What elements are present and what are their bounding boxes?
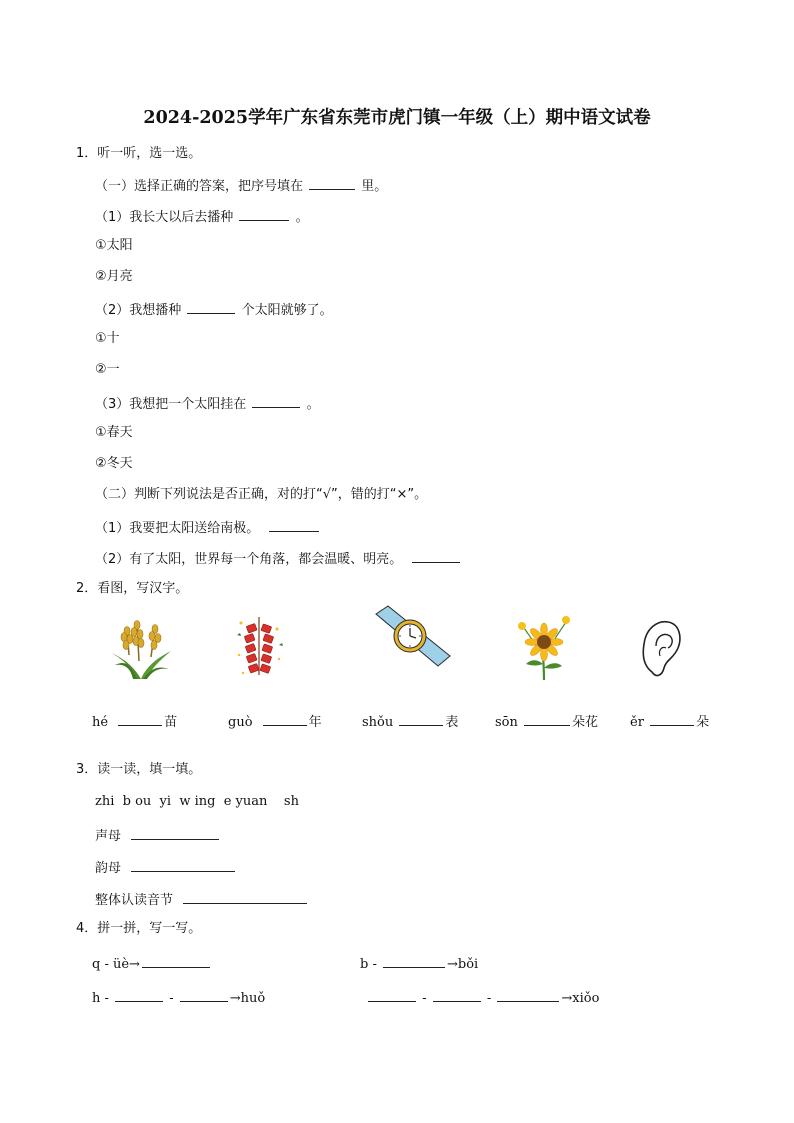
rice-plant-icon xyxy=(107,615,175,681)
firecrackers-icon xyxy=(233,615,285,681)
q4-row1-right-suffix: →bǒi xyxy=(447,957,479,972)
q4-row1-right-prefix: b - xyxy=(360,957,377,972)
q2-item-5-suffix: 朵 xyxy=(696,715,710,730)
q1-s3-option-2: ②冬天 xyxy=(95,456,133,471)
q4-row2-left-suffix: →huǒ xyxy=(229,991,266,1006)
q1-s2-option-1: ①十 xyxy=(95,331,120,346)
q2-item-2 xyxy=(228,711,322,732)
q1-s2-blank[interactable] xyxy=(187,299,235,314)
q2-item-4-blank[interactable] xyxy=(524,711,570,726)
q4-row2-right-suffix: →xiǒo xyxy=(561,991,600,1006)
q3-line-3-label: 整体认读音节 xyxy=(95,893,174,908)
q3-line-3 xyxy=(95,889,309,910)
q2-item-1-suffix: 苗 xyxy=(164,715,178,730)
q4-row2-left-prefix: h - xyxy=(92,991,109,1006)
q1-s2-line xyxy=(95,299,333,320)
q1-s3-end: 。 xyxy=(306,397,320,412)
q2-item-5-pinyin: ěr xyxy=(630,715,644,730)
q3-line-2-blank[interactable] xyxy=(131,857,235,872)
q1-s1-line xyxy=(95,206,309,227)
q2-item-5 xyxy=(630,711,709,732)
q1-s1-blank[interactable] xyxy=(239,206,289,221)
page-title: 2024-2025学年广东省东莞市虎门镇一年级（上）期中语文试卷 xyxy=(143,108,651,128)
q3-line-2 xyxy=(95,857,237,878)
q1-s3-blank[interactable] xyxy=(252,393,300,408)
q3-heading: 3．读一读，填一填。 xyxy=(76,762,202,777)
q2-item-3-suffix: 表 xyxy=(445,715,459,730)
q4-heading: 4．拼一拼，写一写。 xyxy=(76,921,202,936)
q4-row2-right xyxy=(366,987,599,1008)
q4-row2-left xyxy=(92,987,265,1008)
q2-item-3 xyxy=(362,711,458,732)
q1-s3-option-1: ①春天 xyxy=(95,425,133,440)
q3-line-1-label: 声母 xyxy=(95,829,122,844)
q1-heading: 1．听一听，选一选。 xyxy=(76,146,202,161)
q3-line-1-blank[interactable] xyxy=(131,825,219,840)
q1-s1-end: 。 xyxy=(295,210,309,225)
q4-row2-left-dash: - xyxy=(169,991,174,1006)
q1-j2-line xyxy=(95,548,462,569)
q1-s1-option-1: ①太阳 xyxy=(95,238,133,253)
q1-s2-end: 个太阳就够了。 xyxy=(241,303,333,318)
q1-s3-text: （3）我想把一个太阳挂在 xyxy=(95,397,247,412)
q4-row2-left-blank-2[interactable] xyxy=(180,987,228,1002)
q1-part1-line xyxy=(95,175,387,196)
q2-item-4 xyxy=(495,711,598,732)
q1-part1-text: （一）选择正确的答案，把序号填在 xyxy=(95,179,304,194)
q1-s2-text: （2）我想播种 xyxy=(95,303,182,318)
q2-item-1 xyxy=(92,711,177,732)
q2-item-1-pinyin: hé xyxy=(92,715,109,730)
q1-s2-option-2: ②一 xyxy=(95,362,120,377)
q1-part1-blank[interactable] xyxy=(309,175,355,190)
sunflower-icon xyxy=(510,612,576,682)
q2-item-2-pinyin: guò xyxy=(228,715,253,730)
q4-row1-left xyxy=(92,953,212,974)
q4-row2-right-blank-1[interactable] xyxy=(368,987,416,1002)
q4-row2-right-dash-1: - xyxy=(422,991,427,1006)
q4-row2-left-blank-1[interactable] xyxy=(115,987,163,1002)
q2-item-5-blank[interactable] xyxy=(650,711,694,726)
q1-s3-line xyxy=(95,393,320,414)
q4-row2-right-blank-3[interactable] xyxy=(497,987,559,1002)
q1-j1-text: （1）我要把太阳送给南极。 xyxy=(95,521,260,536)
q1-j1-blank[interactable] xyxy=(269,517,319,532)
q2-item-3-pinyin: shǒu xyxy=(362,715,394,730)
q2-item-4-suffix: 朵花 xyxy=(572,715,599,730)
q1-j1-line xyxy=(95,517,321,538)
q1-s1-text: （1）我长大以后去播种 xyxy=(95,210,234,225)
q2-item-3-blank[interactable] xyxy=(399,711,443,726)
q3-line-2-label: 韵母 xyxy=(95,861,122,876)
q1-s1-option-2: ②月亮 xyxy=(95,269,133,284)
q4-row1-left-blank[interactable] xyxy=(142,953,210,968)
q1-j2-blank[interactable] xyxy=(412,548,460,563)
q2-heading: 2．看图，写汉字。 xyxy=(76,581,189,596)
q1-j2-text: （2）有了太阳，世界每一个角落，都会温暖、明亮。 xyxy=(95,552,403,567)
q2-item-2-blank[interactable] xyxy=(263,711,307,726)
q3-line-1 xyxy=(95,825,221,846)
q2-item-4-pinyin: sōn xyxy=(495,715,518,730)
q2-item-2-suffix: 年 xyxy=(308,715,322,730)
q1-part1-end: 里。 xyxy=(361,179,388,194)
q3-line-3-blank[interactable] xyxy=(183,889,307,904)
q1-part2-text: （二）判断下列说法是否正确，对的打“√”，错的打“×”。 xyxy=(95,487,428,502)
q4-row1-right xyxy=(360,953,478,974)
q2-item-1-blank[interactable] xyxy=(118,711,162,726)
q4-row2-right-dash-2: - xyxy=(486,991,492,1006)
q4-row1-right-blank[interactable] xyxy=(383,953,445,968)
ear-icon xyxy=(638,616,684,682)
q4-row2-right-blank-2[interactable] xyxy=(433,987,481,1002)
q4-row1-left-prefix: q - üè→ xyxy=(92,957,140,972)
wristwatch-icon xyxy=(372,604,452,670)
q3-syllables: zhi b ou yi w ing e yuan sh xyxy=(95,794,299,809)
